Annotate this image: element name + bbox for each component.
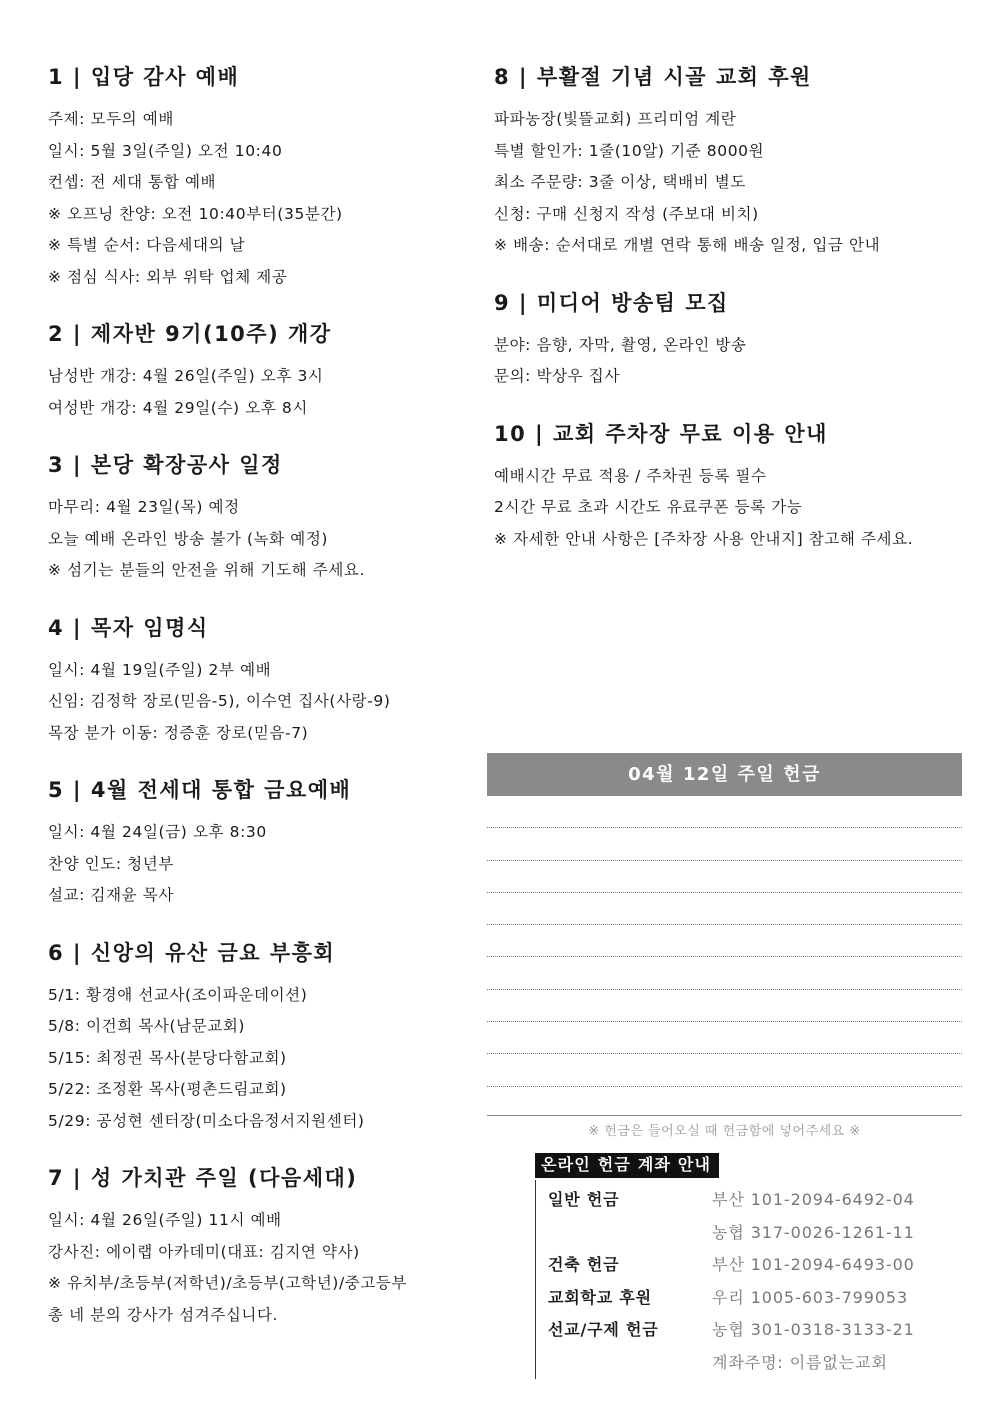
section-line: 최소 주문량: 3줄 이상, 택배비 별도 [494,173,746,191]
section-line: 일시: 4월 26일(주일) 11시 예배 [48,1211,282,1229]
account-number: 부산 101-2094-6492-04 [712,1190,915,1209]
section-line: 5/22: 조정환 목사(평촌드림교회) [48,1080,287,1098]
offering-record [487,753,962,1139]
section-title: 7 | 성 가치관 주일 (다음세대) [48,1166,358,1190]
section-line: 파파농장(빛뜰교회) 프리미엄 계란 [494,110,737,128]
offering-blank-line [487,1054,962,1086]
offering-blank-line [487,893,962,925]
account-number: 농협 301-0318-3133-21 [712,1320,915,1339]
section-title: 1 | 입당 감사 예배 [48,65,240,89]
account-row [536,1282,955,1315]
left-column [48,62,468,1357]
announcement-10 [494,419,964,556]
section-line: 총 네 분의 강사가 섬겨주십니다. [48,1305,279,1324]
account-row [536,1347,955,1380]
offering-blank-line [487,828,962,860]
account-name: 선교/구제 헌금 [548,1320,659,1339]
section-line: 문의: 박상우 집사 [494,367,620,385]
section-line: 신임: 김정학 장로(믿음-5), 이수연 집사(사랑-9) [48,692,391,710]
announcement-4 [48,613,468,750]
section-line: 마무리: 4월 23일(목) 예정 [48,498,240,516]
offering-blank-line [487,990,962,1022]
section-line: 강사진: 에이랩 아카데미(대표: 김지연 약사) [48,1242,360,1261]
right-column [494,62,964,581]
account-name: 교회학교 후원 [548,1287,652,1307]
section-line: ※ 점심 식사: 외부 위탁 업체 제공 [48,267,288,286]
section-line: 오늘 예배 온라인 방송 불가 (녹화 예정) [48,529,329,548]
account-row [536,1184,955,1217]
offering-blank-line [487,957,962,989]
account-row [536,1249,955,1282]
account-name [536,1217,712,1250]
section-title: 9 | 미디어 방송팀 모집 [494,290,729,315]
offering-blank-line [487,1022,962,1054]
section-line: 여성반 개강: 4월 29일(수) 오후 8시 [48,398,308,417]
account-list [535,1180,955,1379]
section-title: 6 | 신앙의 유산 금요 부흥회 [48,940,336,965]
announcement-5 [48,775,468,912]
section-line: 5/29: 공성현 센터장(미소다음정서지원센터) [48,1111,365,1130]
announcement-7 [48,1163,468,1331]
section-line: 컨셉: 전 세대 통합 예배 [48,173,217,191]
account-name: 건축 헌금 [548,1255,620,1274]
announcement-2 [48,319,468,424]
section-line: ※ 섬기는 분들의 안전을 위해 기도해 주세요. [48,561,366,579]
offering-blank-line [487,796,962,828]
section-line: ※ 자세한 안내 사항은 [주차장 사용 안내지] 참고해 주세요. [494,529,914,548]
announcement-8 [494,62,964,262]
account-row [536,1217,955,1250]
section-title: 8 | 부활절 기념 시골 교회 후원 [494,65,812,89]
section-line: 설교: 김재윤 목사 [48,886,174,904]
section-title: 4 | 목자 임명식 [48,615,209,640]
account-number: 농협 317-0026-1261-11 [712,1222,915,1242]
section-line: 분야: 음향, 자막, 촬영, 온라인 방송 [494,335,747,354]
section-line: 주제: 모두의 예배 [48,110,174,128]
section-line: 찬양 인도: 청년부 [48,854,174,873]
offering-header: 04월 12일 주일 헌금 [487,753,962,796]
announcement-9 [494,288,964,393]
section-line: 일시: 4월 19일(주일) 2부 예배 [48,660,272,679]
section-title: 5 | 4월 전세대 통합 금요예배 [48,778,352,802]
section-line: 일시: 5월 3일(주일) 오전 10:40 [48,141,283,160]
section-title: 2 | 제자반 9기(10주) 개강 [48,322,332,346]
section-line: ※ 오프닝 찬양: 오전 10:40부터(35분간) [48,204,343,223]
section-title: 3 | 본당 확장공사 일정 [48,453,283,477]
section-line: 남성반 개강: 4월 26일(주일) 오후 3시 [48,367,324,385]
offering-blank-line [487,861,962,893]
section-line: 일시: 4월 24일(금) 오후 8:30 [48,823,267,841]
section-line: 2시간 무료 초과 시간도 유료쿠폰 등록 가능 [494,498,803,516]
online-offering-accounts [535,1153,955,1379]
account-holder: 계좌주명: 이름없는교회 [712,1352,888,1372]
announcement-1 [48,62,468,293]
section-title: 10 | 교회 주차장 무료 이용 안내 [494,421,828,446]
section-line: 5/15: 최정권 목사(분당다함교회) [48,1048,287,1067]
account-name: 일반 헌금 [548,1190,620,1209]
announcement-6 [48,938,468,1138]
section-line: 5/8: 이건희 목사(남문교회) [48,1017,246,1035]
section-line: 예배시간 무료 적용 / 주차권 등록 필수 [494,466,767,485]
account-number: 부산 101-2094-6493-00 [712,1255,915,1274]
account-title: 온라인 헌금 계좌 안내 [535,1153,719,1178]
section-line: 5/1: 황경애 선교사(조이파운데이션) [48,985,308,1004]
offering-note: ※ 헌금은 들어오실 때 헌금함에 넣어주세요 ※ [588,1123,861,1139]
section-line: ※ 유치부/초등부(저학년)/초등부(고학년)/중고등부 [48,1274,408,1292]
section-line: ※ 특별 순서: 다음세대의 날 [48,236,246,254]
offering-divider [487,1115,962,1116]
announcement-3 [48,450,468,587]
section-line: ※ 배송: 순서대로 개별 연락 통해 배송 일정, 입금 안내 [494,236,881,254]
section-line: 신청: 구매 신청지 작성 (주보대 비치) [494,204,759,223]
section-line: 특별 할인가: 1줄(10알) 기준 8000원 [494,141,765,160]
account-number: 우리 1005-603-799053 [712,1287,909,1307]
account-name [536,1347,712,1380]
offering-blank-line [487,925,962,957]
account-row [536,1314,955,1347]
section-line: 목장 분가 이동: 정증훈 장로(믿음-7) [48,723,309,742]
